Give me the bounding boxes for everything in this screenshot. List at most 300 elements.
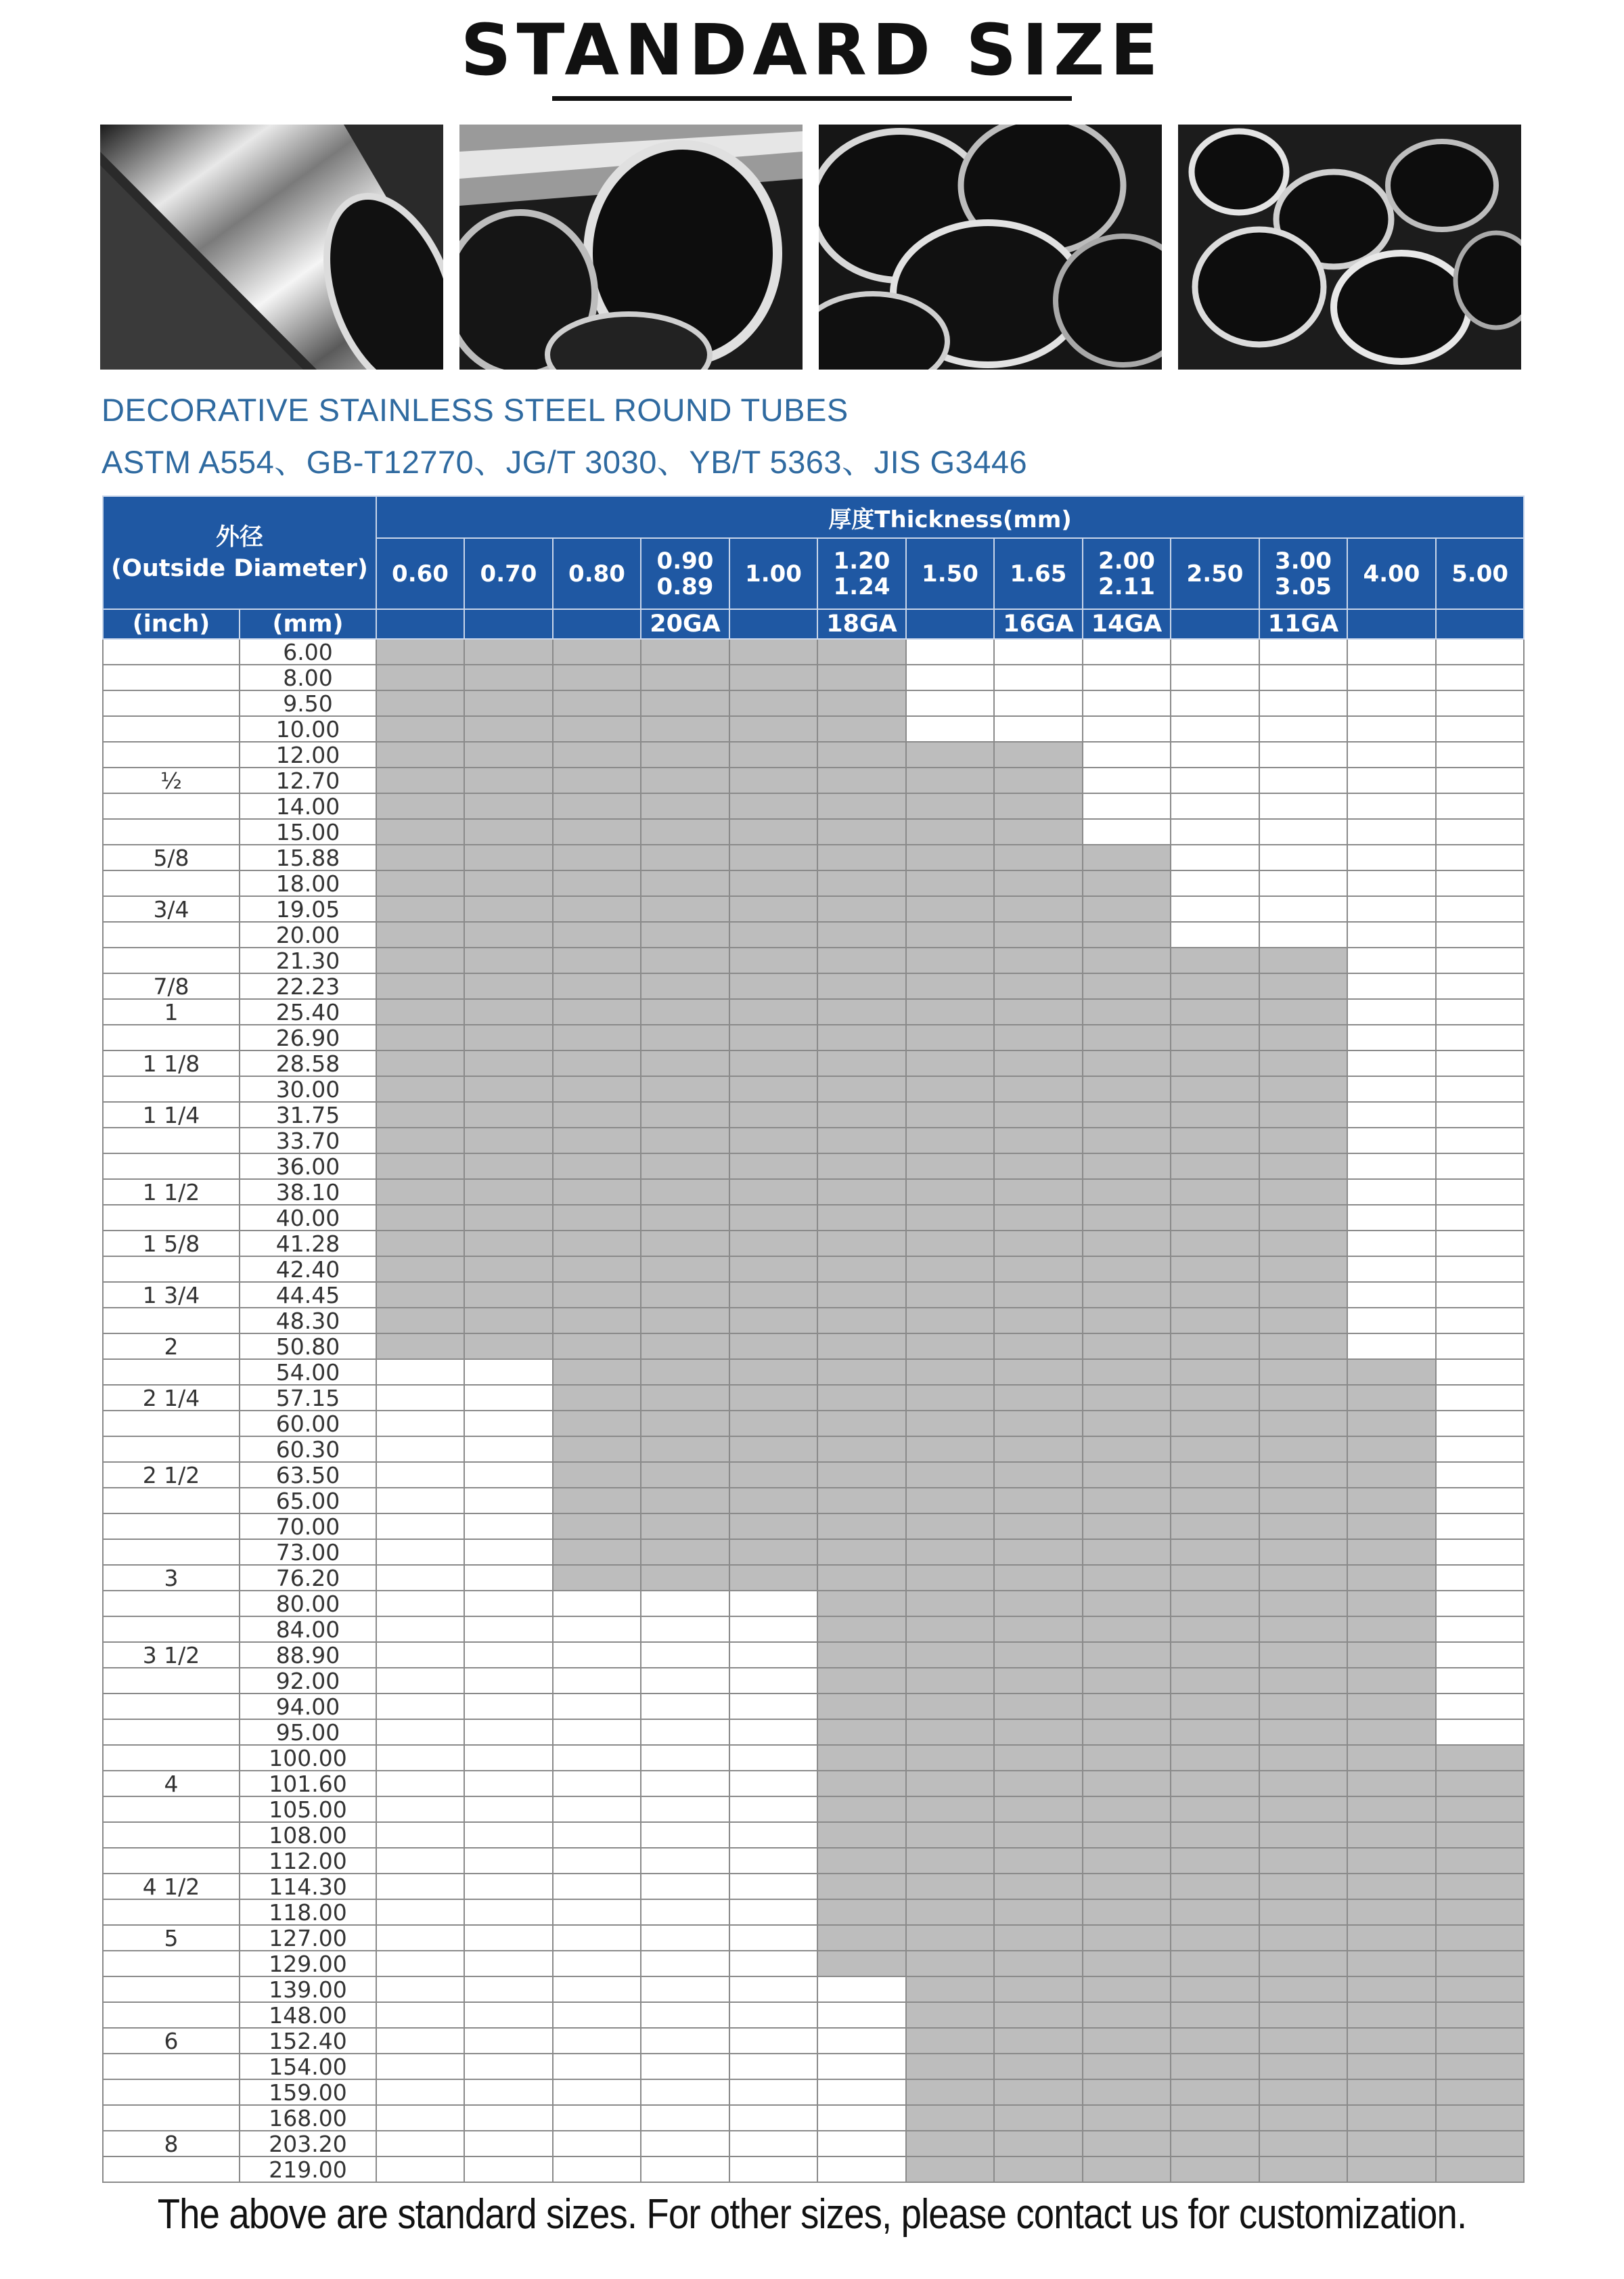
- available-size-cell: [1259, 1411, 1347, 1436]
- available-size-cell: [1259, 973, 1347, 999]
- unavailable-size-cell: [1436, 1282, 1524, 1308]
- gauge-label: 16GA: [994, 609, 1083, 639]
- available-size-cell: [994, 1308, 1083, 1333]
- table-row: [103, 1153, 1524, 1179]
- available-size-cell: [729, 1231, 817, 1256]
- available-size-cell: [729, 1025, 817, 1050]
- unavailable-size-cell: [1347, 1102, 1436, 1128]
- unavailable-size-cell: [376, 2002, 464, 2028]
- inch-size-cell: [103, 922, 240, 948]
- available-size-cell: [1083, 2002, 1171, 2028]
- available-size-cell: [994, 2002, 1083, 2028]
- available-size-cell: [906, 1771, 994, 1796]
- mm-size-cell: 28.58: [240, 1050, 376, 1076]
- inch-size-cell: [103, 1436, 240, 1462]
- unavailable-size-cell: [641, 1874, 729, 1899]
- unavailable-size-cell: [1171, 922, 1259, 948]
- unavailable-size-cell: [641, 2079, 729, 2105]
- available-size-cell: [1083, 1050, 1171, 1076]
- unavailable-size-cell: [464, 1616, 553, 1642]
- table-row: [103, 1925, 1524, 1951]
- unavailable-size-cell: [1347, 1333, 1436, 1359]
- available-size-cell: [641, 716, 729, 742]
- mm-size-cell: 203.20: [240, 2131, 376, 2156]
- unavailable-size-cell: [464, 1385, 553, 1411]
- unavailable-size-cell: [553, 1719, 641, 1745]
- available-size-cell: [817, 1128, 906, 1153]
- available-size-cell: [641, 845, 729, 870]
- inch-size-cell: [103, 2105, 240, 2131]
- unavailable-size-cell: [1171, 690, 1259, 716]
- unavailable-size-cell: [464, 2156, 553, 2182]
- unavailable-size-cell: [729, 1719, 817, 1745]
- available-size-cell: [994, 1616, 1083, 1642]
- available-size-cell: [994, 2079, 1083, 2105]
- table-row: [103, 1488, 1524, 1513]
- mm-size-cell: 44.45: [240, 1282, 376, 1308]
- thickness-column-header: [641, 538, 729, 609]
- mm-size-cell: 6.00: [240, 639, 376, 665]
- inch-unit-header: (inch): [103, 609, 240, 639]
- available-size-cell: [1171, 1359, 1259, 1385]
- available-size-cell: [641, 1385, 729, 1411]
- available-size-cell: [906, 1462, 994, 1488]
- available-size-cell: [553, 1436, 641, 1462]
- mm-size-cell: 38.10: [240, 1179, 376, 1205]
- unavailable-size-cell: [464, 1822, 553, 1848]
- unavailable-size-cell: [1347, 948, 1436, 973]
- available-size-cell: [1083, 1539, 1171, 1565]
- thickness-value: 0.80: [568, 560, 625, 588]
- available-size-cell: [817, 870, 906, 896]
- available-size-cell: [1171, 1153, 1259, 1179]
- available-size-cell: [1083, 1333, 1171, 1359]
- unavailable-size-cell: [641, 1899, 729, 1925]
- mm-size-cell: 15.00: [240, 819, 376, 845]
- outside-diameter-header: [103, 496, 376, 609]
- available-size-cell: [553, 1179, 641, 1205]
- available-size-cell: [1436, 2002, 1524, 2028]
- unavailable-size-cell: [464, 1668, 553, 1694]
- unavailable-size-cell: [1083, 742, 1171, 768]
- inch-size-cell: 5/8: [103, 845, 240, 870]
- table-row: [103, 1205, 1524, 1231]
- available-size-cell: [1083, 1153, 1171, 1179]
- unavailable-size-cell: [464, 1513, 553, 1539]
- available-size-cell: [729, 742, 817, 768]
- unavailable-size-cell: [553, 2054, 641, 2079]
- mm-size-cell: 129.00: [240, 1951, 376, 1976]
- available-size-cell: [376, 665, 464, 690]
- available-size-cell: [729, 1153, 817, 1179]
- available-size-cell: [1083, 948, 1171, 973]
- unavailable-size-cell: [553, 1771, 641, 1796]
- unavailable-size-cell: [729, 1796, 817, 1822]
- available-size-cell: [376, 999, 464, 1025]
- available-size-cell: [817, 1385, 906, 1411]
- mm-size-cell: 84.00: [240, 1616, 376, 1642]
- unavailable-size-cell: [1436, 1179, 1524, 1205]
- available-size-cell: [1347, 1513, 1436, 1539]
- available-size-cell: [729, 1565, 817, 1591]
- unavailable-size-cell: [1436, 1050, 1524, 1076]
- inch-size-cell: [103, 1822, 240, 1848]
- available-size-cell: [464, 896, 553, 922]
- table-row: [103, 973, 1524, 999]
- available-size-cell: [906, 1976, 994, 2002]
- available-size-cell: [729, 1359, 817, 1385]
- available-size-cell: [641, 896, 729, 922]
- table-row: [103, 1848, 1524, 1874]
- tube-bundle-photo: [819, 125, 1162, 370]
- available-size-cell: [641, 1308, 729, 1333]
- inch-size-cell: [103, 1205, 240, 1231]
- available-size-cell: [376, 1050, 464, 1076]
- available-size-cell: [1171, 1076, 1259, 1102]
- inch-size-cell: [103, 1694, 240, 1719]
- mm-size-cell: 48.30: [240, 1308, 376, 1333]
- unavailable-size-cell: [553, 1668, 641, 1694]
- available-size-cell: [906, 2028, 994, 2054]
- available-size-cell: [1171, 1616, 1259, 1642]
- table-row: [103, 1719, 1524, 1745]
- available-size-cell: [817, 973, 906, 999]
- available-size-cell: [553, 1231, 641, 1256]
- inch-size-cell: [103, 1411, 240, 1436]
- available-size-cell: [641, 639, 729, 665]
- mm-size-cell: 60.30: [240, 1436, 376, 1462]
- available-size-cell: [1171, 1411, 1259, 1436]
- mm-size-cell: 100.00: [240, 1745, 376, 1771]
- unavailable-size-cell: [729, 1771, 817, 1796]
- available-size-cell: [553, 1205, 641, 1231]
- unavailable-size-cell: [906, 690, 994, 716]
- inch-size-cell: 2 1/4: [103, 1385, 240, 1411]
- unavailable-size-cell: [906, 716, 994, 742]
- mm-size-cell: 168.00: [240, 2105, 376, 2131]
- inch-size-cell: [103, 1951, 240, 1976]
- available-size-cell: [817, 1102, 906, 1128]
- available-size-cell: [464, 742, 553, 768]
- tube-stack-photo: [1178, 125, 1521, 370]
- available-size-cell: [1436, 1925, 1524, 1951]
- unavailable-size-cell: [376, 2131, 464, 2156]
- page-title: STANDARD SIZE: [460, 9, 1164, 91]
- unavailable-size-cell: [376, 2028, 464, 2054]
- unavailable-size-cell: [1436, 690, 1524, 716]
- available-size-cell: [1083, 896, 1171, 922]
- unavailable-size-cell: [641, 1822, 729, 1848]
- available-size-cell: [376, 870, 464, 896]
- unavailable-size-cell: [464, 1591, 553, 1616]
- available-size-cell: [1171, 1513, 1259, 1539]
- available-size-cell: [817, 1694, 906, 1719]
- gauge-label: 20GA: [641, 609, 729, 639]
- available-size-cell: [1347, 1976, 1436, 2002]
- available-size-cell: [1347, 1668, 1436, 1694]
- available-size-cell: [994, 1951, 1083, 1976]
- unavailable-size-cell: [553, 1925, 641, 1951]
- available-size-cell: [817, 1256, 906, 1282]
- available-size-cell: [1171, 1822, 1259, 1848]
- unavailable-size-cell: [729, 2002, 817, 2028]
- inch-size-cell: [103, 1719, 240, 1745]
- available-size-cell: [817, 1668, 906, 1694]
- unavailable-size-cell: [376, 1539, 464, 1565]
- available-size-cell: [1436, 2131, 1524, 2156]
- available-size-cell: [1083, 1102, 1171, 1128]
- available-size-cell: [906, 1333, 994, 1359]
- unavailable-size-cell: [641, 1771, 729, 1796]
- available-size-cell: [994, 742, 1083, 768]
- unavailable-size-cell: [817, 2156, 906, 2182]
- unavailable-size-cell: [729, 1848, 817, 1874]
- available-size-cell: [1171, 2028, 1259, 2054]
- available-size-cell: [376, 1025, 464, 1050]
- table-row: [103, 948, 1524, 973]
- inch-size-cell: [103, 819, 240, 845]
- unavailable-size-cell: [641, 1719, 729, 1745]
- available-size-cell: [1083, 1462, 1171, 1488]
- thickness-alt-value: 2.11: [1098, 573, 1155, 600]
- available-size-cell: [1259, 999, 1347, 1025]
- unavailable-size-cell: [1436, 1153, 1524, 1179]
- available-size-cell: [1259, 1951, 1347, 1976]
- unavailable-size-cell: [1259, 690, 1347, 716]
- unavailable-size-cell: [1347, 639, 1436, 665]
- table-row: [103, 1565, 1524, 1591]
- available-size-cell: [1171, 1565, 1259, 1591]
- available-size-cell: [1171, 1128, 1259, 1153]
- available-size-cell: [1259, 1462, 1347, 1488]
- unavailable-size-cell: [1083, 665, 1171, 690]
- available-size-cell: [1083, 1899, 1171, 1925]
- available-size-cell: [1171, 1899, 1259, 1925]
- available-size-cell: [729, 845, 817, 870]
- available-size-cell: [994, 1771, 1083, 1796]
- available-size-cell: [994, 819, 1083, 845]
- available-size-cell: [641, 1359, 729, 1385]
- available-size-cell: [553, 1128, 641, 1153]
- mm-size-cell: 70.00: [240, 1513, 376, 1539]
- available-size-cell: [1259, 1231, 1347, 1256]
- mm-size-cell: 92.00: [240, 1668, 376, 1694]
- available-size-cell: [641, 1436, 729, 1462]
- unavailable-size-cell: [464, 1899, 553, 1925]
- available-size-cell: [906, 1539, 994, 1565]
- table-row: [103, 793, 1524, 819]
- available-size-cell: [641, 1256, 729, 1282]
- unavailable-size-cell: [1171, 716, 1259, 742]
- mm-unit-header: (mm): [240, 609, 376, 639]
- unavailable-size-cell: [1259, 793, 1347, 819]
- available-size-cell: [729, 896, 817, 922]
- available-size-cell: [817, 1591, 906, 1616]
- mm-size-cell: 63.50: [240, 1462, 376, 1488]
- unavailable-size-cell: [376, 1513, 464, 1539]
- unavailable-size-cell: [1259, 896, 1347, 922]
- mm-size-cell: 40.00: [240, 1205, 376, 1231]
- available-size-cell: [906, 1359, 994, 1385]
- available-size-cell: [994, 1205, 1083, 1231]
- inch-size-cell: [103, 690, 240, 716]
- available-size-cell: [817, 1874, 906, 1899]
- unavailable-size-cell: [553, 2002, 641, 2028]
- table-row: [103, 1668, 1524, 1694]
- available-size-cell: [906, 1385, 994, 1411]
- available-size-cell: [817, 1153, 906, 1179]
- unavailable-size-cell: [464, 1745, 553, 1771]
- table-row: [103, 999, 1524, 1025]
- unavailable-size-cell: [641, 1745, 729, 1771]
- available-size-cell: [1259, 2028, 1347, 2054]
- thickness-value: 2.50: [1186, 560, 1244, 588]
- available-size-cell: [906, 1642, 994, 1668]
- table-row: [103, 1796, 1524, 1822]
- available-size-cell: [994, 1591, 1083, 1616]
- available-size-cell: [1171, 1796, 1259, 1822]
- unavailable-size-cell: [1347, 1025, 1436, 1050]
- available-size-cell: [553, 845, 641, 870]
- unavailable-size-cell: [553, 1591, 641, 1616]
- unavailable-size-cell: [1259, 819, 1347, 845]
- available-size-cell: [641, 1179, 729, 1205]
- available-size-cell: [729, 999, 817, 1025]
- unavailable-size-cell: [641, 1951, 729, 1976]
- available-size-cell: [817, 1616, 906, 1642]
- unavailable-size-cell: [729, 1694, 817, 1719]
- unavailable-size-cell: [1436, 1436, 1524, 1462]
- available-size-cell: [1171, 1771, 1259, 1796]
- available-size-cell: [729, 1256, 817, 1282]
- unavailable-size-cell: [464, 2002, 553, 2028]
- unavailable-size-cell: [464, 1951, 553, 1976]
- available-size-cell: [994, 1333, 1083, 1359]
- available-size-cell: [1436, 1874, 1524, 1899]
- unavailable-size-cell: [376, 1488, 464, 1513]
- available-size-cell: [641, 768, 729, 793]
- available-size-cell: [906, 768, 994, 793]
- product-heading: DECORATIVE STAINLESS STEEL ROUND TUBES: [102, 392, 849, 428]
- unavailable-size-cell: [1436, 1359, 1524, 1385]
- available-size-cell: [906, 845, 994, 870]
- available-size-cell: [1259, 1308, 1347, 1333]
- available-size-cell: [376, 1102, 464, 1128]
- thickness-value: 1.65: [1010, 560, 1067, 588]
- unavailable-size-cell: [1436, 1411, 1524, 1436]
- available-size-cell: [376, 1128, 464, 1153]
- available-size-cell: [376, 1308, 464, 1333]
- inch-size-cell: [103, 870, 240, 896]
- table-row: [103, 2131, 1524, 2156]
- available-size-cell: [1083, 1694, 1171, 1719]
- unavailable-size-cell: [1347, 845, 1436, 870]
- available-size-cell: [1347, 2054, 1436, 2079]
- available-size-cell: [994, 1719, 1083, 1745]
- available-size-cell: [1171, 1050, 1259, 1076]
- table-row: [103, 1745, 1524, 1771]
- unavailable-size-cell: [1436, 870, 1524, 896]
- available-size-cell: [1083, 2079, 1171, 2105]
- thickness-column-header: [553, 538, 641, 609]
- available-size-cell: [906, 896, 994, 922]
- available-size-cell: [994, 1385, 1083, 1411]
- table-row: [103, 1411, 1524, 1436]
- unavailable-size-cell: [817, 2028, 906, 2054]
- available-size-cell: [906, 1411, 994, 1436]
- table-row: [103, 1076, 1524, 1102]
- available-size-cell: [906, 1128, 994, 1153]
- available-size-cell: [641, 1539, 729, 1565]
- available-size-cell: [817, 896, 906, 922]
- available-size-cell: [1171, 1102, 1259, 1128]
- unavailable-size-cell: [553, 1796, 641, 1822]
- available-size-cell: [1171, 1642, 1259, 1668]
- photo-strip: [100, 125, 1521, 370]
- available-size-cell: [641, 793, 729, 819]
- available-size-cell: [553, 716, 641, 742]
- table-row: [103, 1179, 1524, 1205]
- available-size-cell: [817, 1822, 906, 1848]
- unavailable-size-cell: [376, 1719, 464, 1745]
- available-size-cell: [464, 1076, 553, 1102]
- available-size-cell: [994, 999, 1083, 1025]
- available-size-cell: [729, 1282, 817, 1308]
- unavailable-size-cell: [464, 1436, 553, 1462]
- gauge-label: 18GA: [817, 609, 906, 639]
- available-size-cell: [1083, 1616, 1171, 1642]
- available-size-cell: [817, 819, 906, 845]
- available-size-cell: [1083, 1796, 1171, 1822]
- available-size-cell: [464, 1333, 553, 1359]
- available-size-cell: [906, 1668, 994, 1694]
- available-size-cell: [1436, 1899, 1524, 1925]
- unavailable-size-cell: [1436, 1385, 1524, 1411]
- available-size-cell: [1171, 2105, 1259, 2131]
- unavailable-size-cell: [1171, 665, 1259, 690]
- unavailable-size-cell: [1436, 1668, 1524, 1694]
- available-size-cell: [1259, 1925, 1347, 1951]
- unavailable-size-cell: [1171, 793, 1259, 819]
- unavailable-size-cell: [376, 1899, 464, 1925]
- unavailable-size-cell: [1436, 819, 1524, 845]
- available-size-cell: [1259, 1333, 1347, 1359]
- available-size-cell: [994, 1513, 1083, 1539]
- available-size-cell: [1347, 1616, 1436, 1642]
- unavailable-size-cell: [641, 2028, 729, 2054]
- unavailable-size-cell: [376, 1694, 464, 1719]
- available-size-cell: [1347, 1848, 1436, 1874]
- unavailable-size-cell: [641, 2054, 729, 2079]
- available-size-cell: [641, 1462, 729, 1488]
- inch-size-cell: 3/4: [103, 896, 240, 922]
- unavailable-size-cell: [376, 1385, 464, 1411]
- unavailable-size-cell: [376, 1822, 464, 1848]
- available-size-cell: [1171, 973, 1259, 999]
- available-size-cell: [817, 1565, 906, 1591]
- unavailable-size-cell: [817, 2002, 906, 2028]
- available-size-cell: [1259, 1179, 1347, 1205]
- available-size-cell: [994, 922, 1083, 948]
- unavailable-size-cell: [1171, 639, 1259, 665]
- available-size-cell: [729, 1308, 817, 1333]
- available-size-cell: [464, 1282, 553, 1308]
- available-size-cell: [1347, 1642, 1436, 1668]
- available-size-cell: [994, 1153, 1083, 1179]
- available-size-cell: [906, 2054, 994, 2079]
- available-size-cell: [729, 1488, 817, 1513]
- unavailable-size-cell: [1083, 690, 1171, 716]
